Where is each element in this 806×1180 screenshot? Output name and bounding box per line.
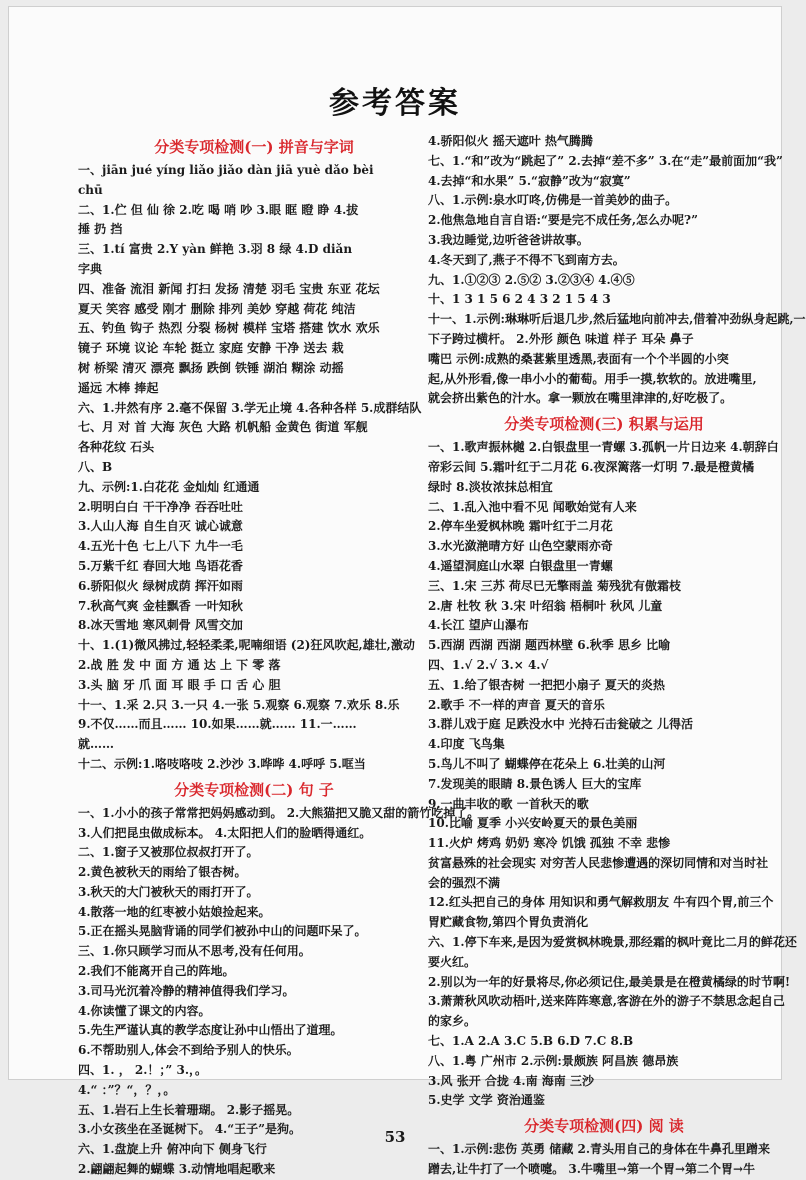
- answer-line: 3.群儿戏于庭 足跌没水中 光持石击瓮破之 儿得活: [428, 717, 694, 732]
- answer-line: 下子跨过横杆。 2.外形 颜色 味道 样子 耳朵 鼻子: [428, 331, 694, 346]
- answer-line: 3.秋天的大门被秋天的雨打开了。: [78, 884, 259, 899]
- answer-line: 各种花纹 石头: [78, 440, 155, 455]
- answer-line: 会的强烈不满: [428, 875, 501, 890]
- answer-line: 4.长江 望庐山瀑布: [428, 618, 529, 633]
- answer-line: 6.骄阳似火 绿树成荫 挥汗如雨: [78, 578, 243, 593]
- answer-line: 的家乡。: [428, 1014, 477, 1029]
- answer-line: 5.史学 文学 资治通鉴: [428, 1093, 545, 1108]
- answer-line: 9.一曲丰收的歌 一首秋天的歌: [428, 796, 589, 811]
- answer-line: 3.头 脑 牙 爪 面 耳 眼 手 口 舌 心 胆: [78, 677, 281, 692]
- answer-line: 2.战 胜 发 中 面 方 通 达 上 下 零 落: [78, 657, 281, 672]
- answer-line: 四、1.√ 2.√ 3.× 4.√: [428, 657, 549, 672]
- answer-line: 3.人山人海 自生自灭 诚心诚意: [78, 519, 243, 534]
- answer-line: 十二、示例:1.咯吱咯吱 2.沙沙 3.哗哗 4.呼呼 5.哐当: [78, 756, 366, 771]
- answer-line: 7.发现美的眼睛 8.景色诱人 巨大的宝库: [428, 776, 642, 791]
- answer-line: 四、准备 流泪 新闻 打扫 发扬 清楚 羽毛 宝贵 东亚 花坛: [78, 281, 380, 296]
- answer-line: 4.骄阳似火 摇天遮叶 热气腾腾: [428, 134, 593, 148]
- answer-line: 二、1.乱入池中看不见 闻歌始觉有人来: [428, 499, 637, 514]
- answer-line: 就会挤出紫色的汁水。拿一颗放在嘴里津津的,好吃极了。: [428, 391, 733, 406]
- answer-line: 九、示例:1.白花花 金灿灿 红通通: [78, 479, 260, 494]
- answer-line: 七、1.A 2.A 3.C 5.B 6.D 7.C 8.B: [428, 1034, 634, 1049]
- answer-line: 三、1.tí 富贵 2.Y yàn 鲜艳 3.羽 8 绿 4.D diǎn: [78, 242, 353, 257]
- answer-line: 2.唐 杜牧 秋 3.宋 叶绍翁 梧桐叶 秋风 儿童: [428, 598, 663, 613]
- answer-line: 要火红。: [428, 954, 477, 969]
- answer-line: 就……: [78, 737, 115, 752]
- answer-line: 四、1. ， 2.！；” 3.，。: [78, 1063, 208, 1078]
- answer-line: 4.印度 飞鸟集: [428, 737, 505, 752]
- answer-line: 六、1.停下车来,是因为爱赏枫林晚景,那经霜的枫叶竟比二月的鲜花还: [428, 935, 797, 950]
- answer-line: 树 桥梁 清灭 漂亮 飘扬 跌倒 铁锤 湖泊 糊涂 动摇: [78, 360, 344, 375]
- answer-line: 贫富悬殊的社会现实 对穷苦人民悲惨遭遇的深切同情和对当时社: [428, 855, 769, 870]
- answer-line: 捶 扔 挡: [78, 222, 123, 237]
- answer-line: 三、1.你只顾学习而从不思考,没有任何用。: [78, 944, 311, 959]
- answer-line: 2.他焦急地自言自语:“要是完不成任务,怎么办呢?”: [428, 213, 698, 228]
- answer-line: 遥远 木棒 捧起: [78, 380, 159, 395]
- answer-line: 3.风 张开 合拢 4.南 海南 三沙: [428, 1073, 594, 1088]
- answer-line: 10.比喻 夏季 小兴安岭夏天的景色美丽: [428, 816, 638, 831]
- answer-line: 一、jiān jué yíng liǎo jiǎo dàn jiā yuè dǎo bèi: [78, 163, 374, 177]
- answer-line: 十一、1.示例:琳琳听后退几步,然后猛地向前冲去,借着冲劲纵身起跳,一: [428, 312, 806, 327]
- answer-line: 五、钓鱼 钩子 热烈 分裂 杨树 模样 宝塔 搭建 饮水 欢乐: [78, 321, 380, 336]
- answer-line: 5.正在摇头晃脑背诵的同学们被孙中山的问题吓呆了。: [78, 924, 367, 939]
- answer-line: 9.不仅……而且…… 10.如果……就…… 11.一……: [78, 717, 357, 732]
- answer-line: 3.司马光沉着冷静的精神值得我们学习。: [78, 983, 295, 998]
- answer-line: 八、B: [78, 459, 113, 474]
- answer-line: 11.火炉 烤鸡 奶奶 寒冷 饥饿 孤独 不幸 悲惨: [428, 836, 671, 851]
- answer-line: 嘴巴 示例:成熟的桑葚紫里透黑,表面有一个个半圆的小突: [428, 351, 729, 366]
- answer-line: 五、1.岩石上生长着珊瑚。 2.影子摇晃。: [78, 1102, 300, 1117]
- answer-line: chū: [78, 182, 103, 197]
- answer-line: 3.小女孩坐在圣诞树下。 4.“王子”是狗。: [78, 1122, 302, 1137]
- answer-line: 二、1.伫 但 仙 徐 2.吃 喝 哨 吵 3.眼 眶 瞪 睁 4.拔: [78, 202, 359, 217]
- answer-line: 3.我边睡觉,边听爸爸讲故事。: [428, 232, 589, 247]
- answer-line: 二、1.窗子又被那位叔叔打开了。: [78, 845, 259, 860]
- section-heading: 分类专项检测(二) 句 子: [174, 780, 334, 799]
- answer-line: 八、1.粤 广州市 2.示例:景颇族 阿昌族 德昂族: [428, 1053, 679, 1068]
- answer-line: 2.我们不能离开自己的阵地。: [78, 964, 235, 979]
- answer-line: 3.水光潋滟晴方好 山色空蒙雨亦奇: [428, 539, 613, 554]
- answer-line: 2.停车坐爱枫林晚 霜叶红于二月花: [428, 519, 613, 534]
- answer-line: 2.翩翩起舞的蝴蝶 3.动情地唱起歌来: [78, 1162, 276, 1177]
- section-heading: 分类专项检测(四) 阅 读: [524, 1117, 684, 1136]
- answer-line: 3.人们把昆虫做成标本。 4.太阳把人们的脸晒得通红。: [78, 825, 372, 840]
- answer-line: 3.萧萧秋风吹动梧叶,送来阵阵寒意,客游在外的游子不禁思念起自己: [428, 994, 785, 1009]
- answer-line: 6.不帮助别人,体会不到给予别人的快乐。: [78, 1043, 299, 1058]
- answer-line: 2.黄色被秋天的雨给了银杏树。: [78, 865, 247, 880]
- answer-line: 蹭去,让牛打了一个喷嚏。 3.牛嘴里→第一个胃→第二个胃→牛: [428, 1162, 756, 1177]
- answer-line: 三、1.宋 三苏 荷尽已无擎雨盖 菊残犹有傲霜枝: [428, 578, 682, 593]
- answer-line: 六、1.盘旋上升 俯冲向下 侧身飞行: [78, 1142, 267, 1157]
- answer-line: 5.万紫千红 春回大地 鸟语花香: [78, 558, 243, 573]
- page-title: 参考答案: [329, 86, 461, 121]
- answer-line: 八、1.示例:泉水叮咚,仿佛是一首美妙的曲子。: [428, 193, 678, 208]
- answer-line: 4.去掉“和水果” 5.“寂静”改为“寂寞”: [428, 173, 631, 188]
- page-number: 53: [384, 1128, 406, 1146]
- answer-line: 七、1.“和”改为“跳起了” 2.去掉“差不多” 3.在“走”最前面加“我”: [428, 153, 783, 168]
- section-heading: 分类专项检测(一) 拼音与字词: [154, 138, 354, 156]
- answer-line: 2.别以为一年的好景将尽,你必须记住,最美景是在橙黄橘绿的时节啊!: [428, 974, 791, 989]
- answer-line: 胃贮藏食物,第四个胃负责消化: [428, 915, 589, 930]
- answer-line: 十、1.(1)微风拂过,轻轻柔柔,呢喃细语 (2)狂风吹起,雄壮,激动: [78, 638, 415, 653]
- answer-line: 4.“ ：”？“，？，。: [78, 1082, 176, 1097]
- answer-line: 一、1.歌声振林樾 2.白银盘里一青螺 3.孤帆一片日边来 4.朝辞白: [428, 440, 779, 455]
- answer-line: 九、1.①②③ 2.⑤② 3.②③④ 4.④⑤: [428, 272, 635, 287]
- answer-line: 4.五光十色 七上八下 九牛一毛: [78, 539, 243, 554]
- answer-line: 起,从外形看,像一串小小的葡萄。用手一摸,软软的。放进嘴里,: [428, 371, 757, 386]
- right-answer-column: [428, 132, 806, 1180]
- answer-line: 一、1.小小的孩子常常把妈妈感动到。 2.大熊猫把又脆又甜的箭竹吃掉了。: [78, 805, 480, 820]
- answer-line: 2.明明白白 干干净净 吞吞吐吐: [78, 499, 243, 514]
- answer-line: 4.冬天到了,燕子不得不飞到南方去。: [428, 252, 625, 267]
- answer-line: 字典: [78, 261, 103, 276]
- answer-line: 12.红头把自己的身体 用知识和勇气解救朋友 牛有四个胃,前三个: [428, 895, 774, 910]
- answer-line: 十一、1.采 2.只 3.一只 4.一张 5.观察 6.观察 7.欢乐 8.乐: [78, 697, 400, 712]
- answer-line: 4.遥望洞庭山水翠 白银盘里一青螺: [428, 558, 613, 573]
- answer-line: 8.冰天雪地 寒风刺骨 风雪交加: [78, 618, 243, 633]
- answer-line: 4.你读懂了课文的内容。: [78, 1003, 211, 1018]
- answer-line: 7.秋高气爽 金桂飘香 一叶知秋: [78, 598, 243, 613]
- answer-line: 镜子 环境 议论 车轮 挺立 家庭 安静 干净 送去 栽: [78, 341, 344, 356]
- answer-line: 2.歌手 不一样的声音 夏天的音乐: [428, 697, 605, 712]
- answer-line: 六、1.井然有序 2.毫不保留 3.学无止境 4.各种各样 5.成群结队: [78, 400, 422, 415]
- answer-line: 4.散落一地的红枣被小姑娘捡起来。: [78, 904, 271, 919]
- answer-line: 十、1 3 1 5 6 2 4 3 2 1 5 4 3: [428, 292, 611, 307]
- answer-line: 绿时 8.淡妆浓抹总相宜: [428, 479, 553, 494]
- section-heading: 分类专项检测(三) 积累与运用: [504, 415, 704, 434]
- answer-line: 5.先生严谨认真的教学态度让孙中山悟出了道理。: [78, 1023, 343, 1038]
- answer-line: 五、1.给了银杏树 一把把小扇子 夏天的炎热: [428, 677, 665, 692]
- answer-line: 七、月 对 首 大海 灰色 大路 机帆船 金黄色 街道 军舰: [78, 420, 368, 435]
- answer-line: 帝彩云间 5.霜叶红于二月花 6.夜深篱落一灯明 7.最是橙黄橘: [428, 459, 755, 474]
- answer-line: 5.鸟儿不叫了 蝴蝶停在花朵上 6.壮美的山河: [428, 756, 666, 771]
- answer-line: 5.西湖 西湖 西湖 题西林壁 6.秋季 思乡 比喻: [428, 638, 671, 653]
- answer-line: 夏天 笑容 感受 刚才 删除 排列 美妙 穿越 荷花 纯洁: [78, 301, 356, 316]
- answer-line: 一、1.示例:悲伤 英勇 储藏 2.青头用自己的身体在牛鼻孔里蹭来: [428, 1142, 771, 1157]
